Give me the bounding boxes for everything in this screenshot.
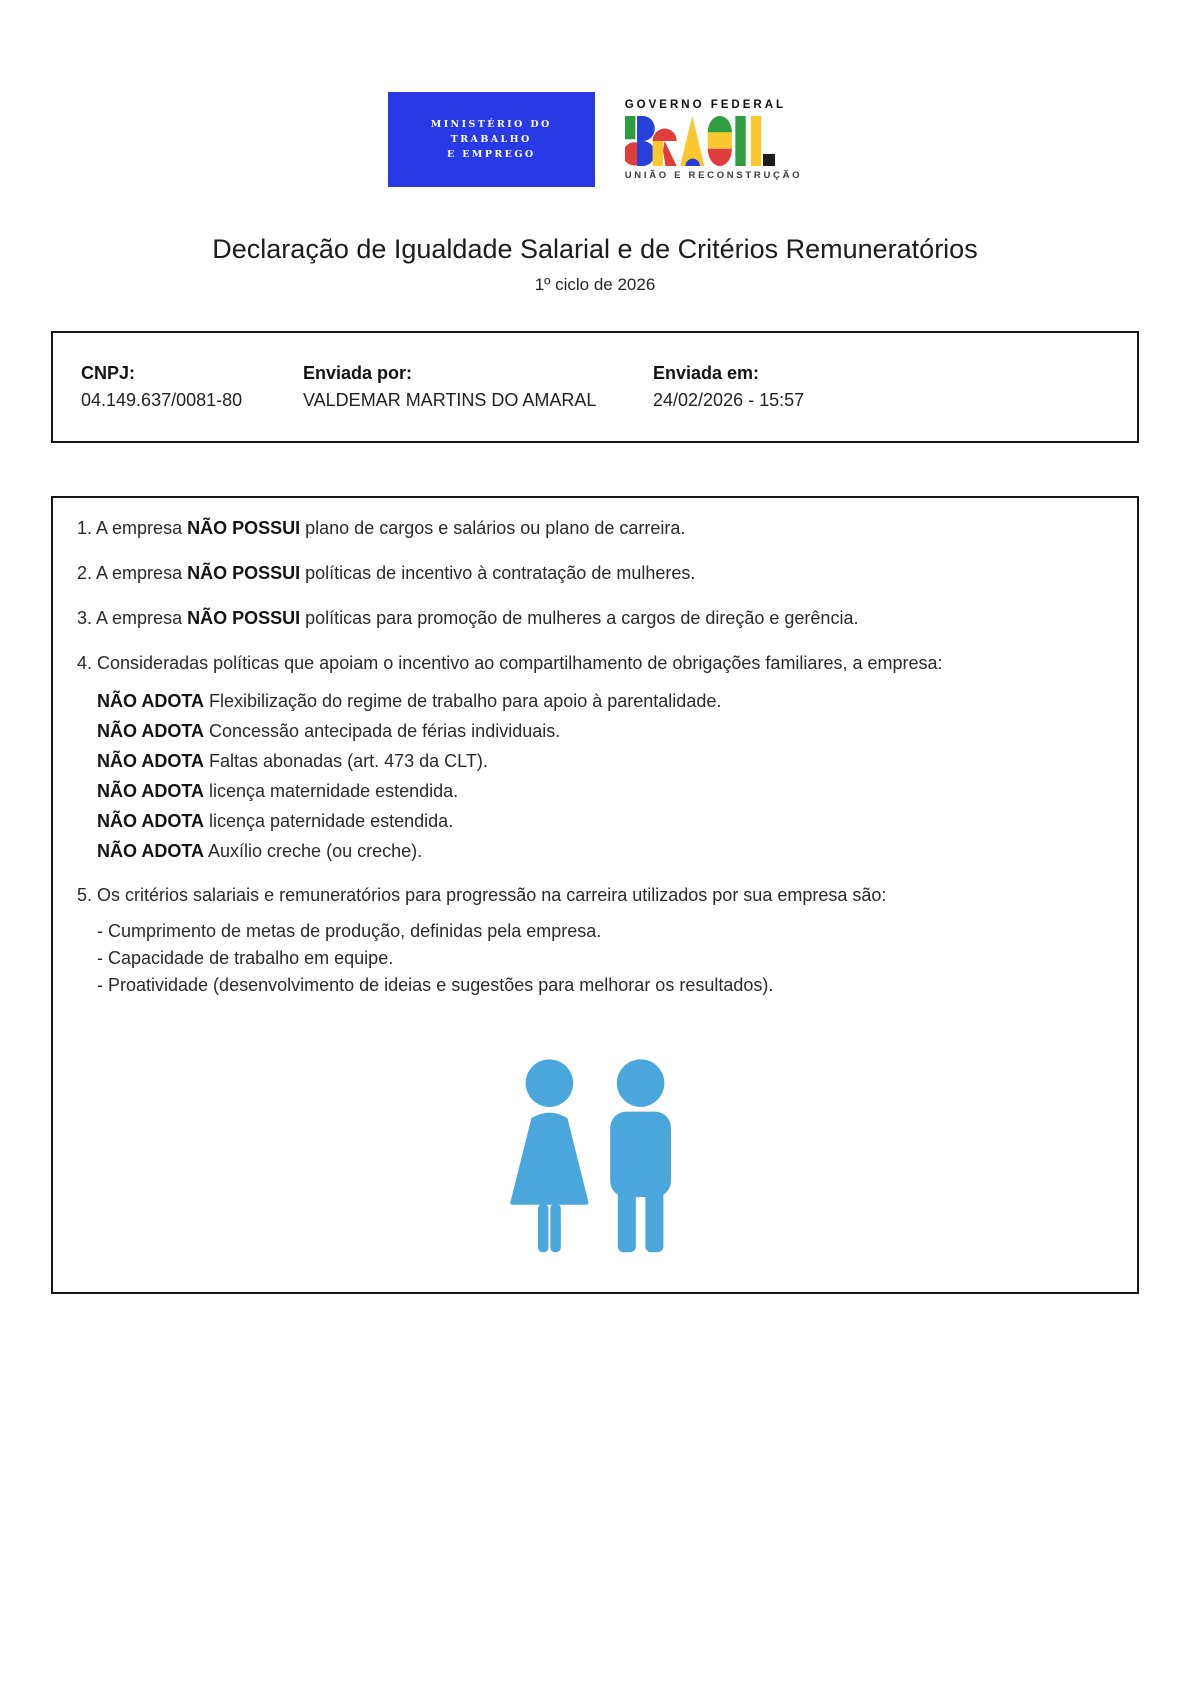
policy-text: licença paternidade estendida. — [209, 811, 454, 831]
gender-figures-wrap — [77, 1059, 1113, 1269]
item-text: A empresa — [96, 608, 183, 628]
ministry-logo-line: MINISTÉRIO DO — [430, 119, 552, 130]
item-text: políticas de incentivo à contratação de mulheres. — [305, 563, 696, 583]
cnpj-label: CNPJ: — [81, 363, 136, 383]
policy-item — [97, 836, 1113, 866]
submission-info-box — [51, 331, 1139, 443]
policy-item — [97, 776, 1113, 806]
item-text: plano de cargos e salários ou plano de carreira. — [305, 518, 686, 538]
policy-item — [97, 716, 1113, 746]
policy-text: Faltas abonadas (art. 473 da CLT). — [209, 751, 488, 771]
family-policies-list — [97, 686, 1113, 866]
item-number: 3. — [77, 608, 93, 628]
policy-text: Flexibilização do regime de trabalho para apoio à parentalidade. — [209, 691, 722, 711]
sent-at-label: Enviada em: — [653, 363, 760, 383]
declaration-item-5 — [77, 884, 1113, 906]
policy-status: NÃO ADOTA — [97, 781, 204, 801]
declaration-item-4 — [77, 652, 1113, 674]
item-text: Consideradas políticas que apoiam o incentivo ao compartilhamento de obrigações familiares, a empresa: — [97, 653, 943, 673]
policy-text: Concessão antecipada de férias individuais. — [209, 721, 561, 741]
sent-at-value: 24/02/2026 - 15:57 — [653, 390, 805, 410]
policy-status: NÃO ADOTA — [97, 751, 204, 771]
policy-status: NÃO ADOTA — [97, 841, 204, 861]
ministry-logo — [388, 92, 595, 187]
criterion-item: - Cumprimento de metas de produção, definidas pela empresa. — [97, 921, 602, 941]
item-number: 1. — [77, 518, 93, 538]
policy-text: licença maternidade estendida. — [209, 781, 459, 801]
policy-text: Auxílio creche (ou creche). — [208, 841, 423, 861]
item-text: A empresa — [96, 563, 183, 583]
policy-item — [97, 806, 1113, 836]
declaration-box — [51, 496, 1139, 1294]
policy-item — [97, 686, 1113, 716]
item-text: políticas para promoção de mulheres a cargos de direção e gerência. — [305, 608, 859, 628]
brasil-wordmark-icon — [625, 116, 775, 166]
governo-federal-label: GOVERNO FEDERAL — [624, 98, 787, 111]
page-title: Declaração de Igualdade Salarial e de Critérios Remuneratórios — [212, 234, 978, 264]
man-figure-icon — [610, 1059, 671, 1252]
item-number: 2. — [77, 563, 93, 583]
item-bold-text: NÃO POSSUI — [187, 518, 301, 538]
item-bold-text: NÃO POSSUI — [187, 563, 301, 583]
cnpj-field — [81, 363, 303, 411]
uniao-e-reconstrucao-label: UNIÃO E RECONSTRUÇÃO — [624, 169, 803, 181]
declaration-item-1 — [77, 517, 1113, 539]
salary-criteria-list — [97, 918, 1113, 999]
declaration-item-2 — [77, 562, 1113, 584]
sender-value: VALDEMAR MARTINS DO AMARAL — [303, 390, 597, 410]
criterion-item: - Capacidade de trabalho em equipe. — [97, 948, 394, 968]
ministry-logo-line: TRABALHO — [450, 134, 532, 145]
item-number: 5. — [77, 885, 93, 905]
policy-status: NÃO ADOTA — [97, 721, 204, 741]
item-bold-text: NÃO POSSUI — [187, 608, 301, 628]
item-number: 4. — [77, 653, 93, 673]
cnpj-value: 04.149.637/0081-80 — [81, 390, 243, 410]
woman-figure-icon — [510, 1059, 588, 1252]
sender-field — [303, 363, 653, 411]
ministry-logo-line: E EMPREGO — [446, 149, 536, 160]
criterion-item: - Proatividade (desenvolvimento de ideias e sugestões para melhorar os resultados). — [97, 975, 774, 995]
header-logos — [0, 0, 1190, 187]
sender-label: Enviada por: — [303, 363, 413, 383]
item-text: Os critérios salariais e remuneratórios para progressão na carreira utilizados por sua empresa são: — [97, 885, 887, 905]
item-text: A empresa — [96, 518, 183, 538]
gender-figures-icon — [500, 1059, 690, 1264]
declaration-item-3 — [77, 607, 1113, 629]
policy-status: NÃO ADOTA — [97, 811, 204, 831]
sent-at-field — [653, 363, 1109, 411]
governo-federal-logo — [625, 99, 803, 181]
page-subtitle: 1º ciclo de 2026 — [534, 275, 656, 294]
policy-item — [97, 746, 1113, 776]
policy-status: NÃO ADOTA — [97, 691, 204, 711]
